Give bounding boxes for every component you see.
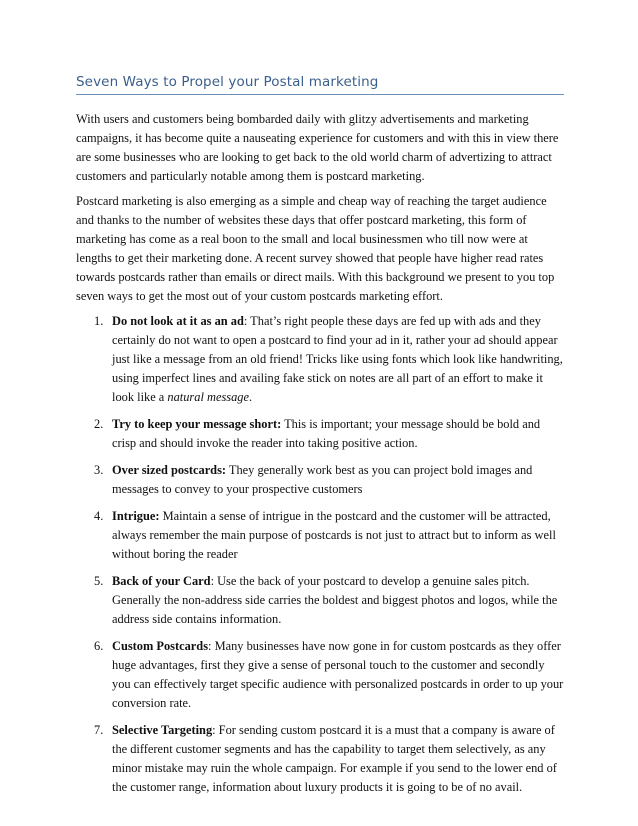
list-item-text: : Many businesses have now gone in for custom postcards as they offer huge advantages, first they give a sense of personal touch to the customer and secondly you can effectively target specific audience with personalized postcards in order to up your conversion rate. (112, 639, 564, 710)
list-item-heading: Do not look at it as an ad (112, 314, 244, 328)
list-item-heading: Selective Targeting (112, 723, 213, 737)
list-item-number: 5. (94, 574, 104, 588)
list-item-number: 1. (94, 314, 104, 328)
list-item-heading: Back of your Card (112, 574, 211, 588)
ways-list (76, 312, 564, 797)
list-item-number: 3. (94, 463, 104, 477)
list-item (76, 721, 564, 797)
list-item-number: 2. (94, 417, 104, 431)
intro-paragraph: With users and customers being bombarded daily with glitzy advertisements and marketing campaigns, it has become quite a nauseating experience for customers and with this in view there are some businesses who are looking to get back to the old world charm of advertizing to attract customers and particularly notable among them is postcard marketing. (76, 112, 559, 183)
list-item (76, 415, 564, 453)
list-item-emphasis: natural message (167, 390, 249, 404)
list-item-number: 4. (94, 509, 104, 523)
context-paragraph: Postcard marketing is also emerging as a simple and cheap way of reaching the target audience and thanks to the number of websites these days that offer postcard marketing, this form of marketing has come as a real boon to the small and local businessmen who till now were at lengths to get their marketing done. A recent survey showed that people have higher read rates towards postcards rather than emails or direct mails. With this background we present to you top seven ways to get the most out of your custom postcards marketing effort. (76, 194, 555, 303)
list-item-text: : Use the back of your postcard to develop a genuine sales pitch. Generally the non-address side carries the boldest and biggest photos and logos, while the address side contains information. (112, 574, 558, 626)
list-item-text: This is important; your message should be bold and crisp and should invoke the reader into taking positive action. (112, 417, 541, 450)
list-item-text: Maintain a sense of intrigue in the postcard and the customer will be attracted, always remember the main purpose of postcards is not just to attract but to inform as well without boring the reader (112, 509, 556, 561)
document-body (76, 110, 564, 805)
list-item (76, 312, 564, 407)
list-item-number: 6. (94, 639, 104, 653)
list-item-heading: Try to keep your message short: (112, 417, 282, 431)
list-item (76, 461, 564, 499)
list-item (76, 507, 564, 564)
document-title: Seven Ways to Propel your Postal marketing (76, 74, 564, 95)
list-item-text: They generally work best as you can project bold images and messages to convey to your prospective customers (112, 463, 533, 496)
list-item-heading: Intrigue: (112, 509, 160, 523)
list-item-heading: Over sized postcards: (112, 463, 227, 477)
list-item (76, 572, 564, 629)
list-item (76, 637, 564, 713)
list-item-text: : That’s right people these days are fed up with ads and they certainly do not want to open a postcard to find your ad in it, rather your ad should appear just like a message from an old friend! Tricks like using fonts which look like handwriting, using imperfect lines and availing fake stick on notes are all part of an effort to make it look like a (112, 314, 563, 404)
list-item-number: 7. (94, 723, 104, 737)
list-item-tail: . (248, 390, 253, 404)
list-item-text: : For sending custom postcard it is a must that a company is aware of the different customer segments and has the capability to target them selectively, as any minor mistake may ruin the whole campaign. For example if you send to the lower end of the customer range, information about luxury products it is going to be of no avail. (112, 723, 557, 794)
list-item-heading: Custom Postcards (112, 639, 209, 653)
